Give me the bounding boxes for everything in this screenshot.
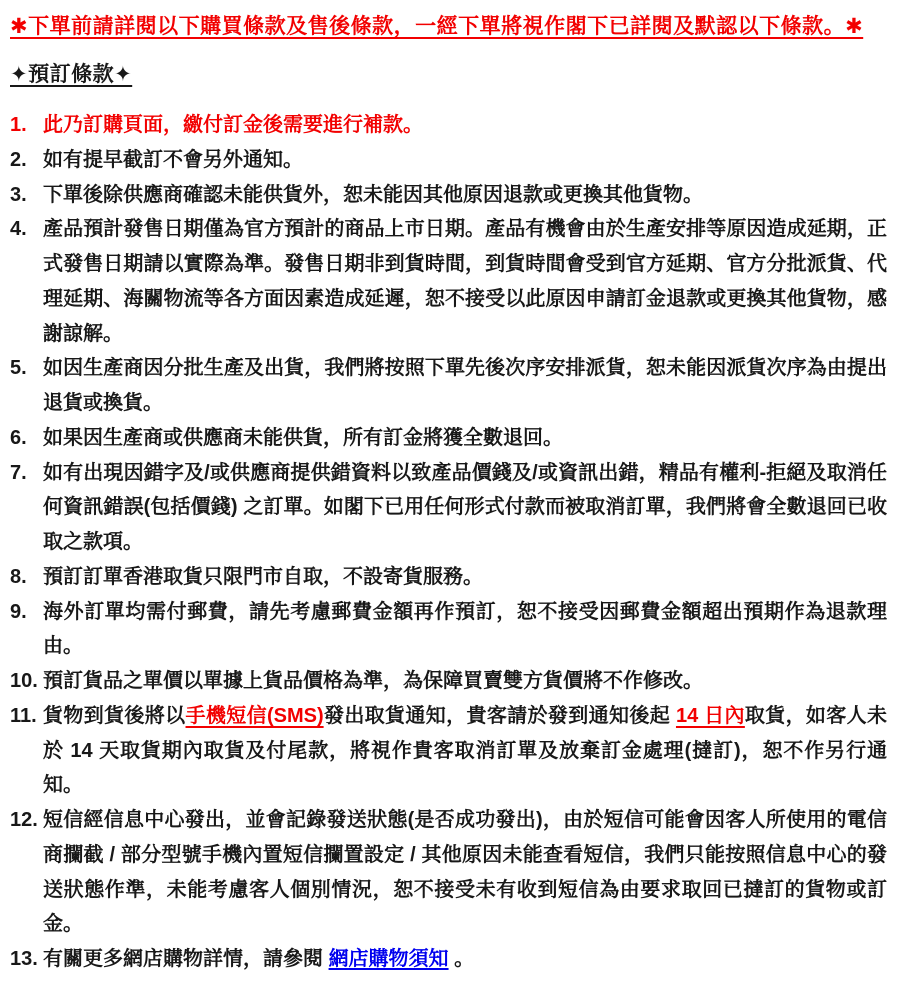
- term-text-segment: 海外訂單均需付郵費，請先考慮郵費金額再作預訂，恕不接受因郵費金額超出預期作為退款理由。: [43, 600, 887, 658]
- term-text-segment: 短信經信息中心發出，並會記錄發送狀態(是否成功發出)，由於短信可能會因客人所使用的電信商攔截 / 部分型號手機內置短信攔置設定 / 其他原因未能查看短信，我們只能按照信息中心的發送狀態作準，未能考慮客人個別情況，恕不接受未有收到短信為由要求取回已撻訂的貨物或訂金。: [43, 809, 887, 936]
- term-text-segment: 下單後除供應商確認未能供貨外，恕未能因其他原因退款或更換其他貨物。: [43, 183, 703, 206]
- term-number: 8.: [10, 565, 27, 588]
- term-text: [43, 705, 887, 797]
- terms-list: [10, 108, 887, 977]
- purchase-notice-header: ✱下單前請詳閱以下購買條款及售後條款，一經下單將視作閣下已詳閱及默認以下條款。✱: [10, 15, 864, 38]
- term-number: 1.: [10, 114, 27, 136]
- term-text-segment: 產品預計發售日期僅為官方預計的商品上市日期。產品有機會由於生產安排等原因造成延期，正式發售日期請以實際為準。發售日期非到貨時間，到貨時間會受到官方延期、官方分批派貨、代理延期、海關物流等各方面因素造成延遲，恕不接受以此原因申請訂金退款或更換其他貨物，感謝諒解。: [43, 218, 887, 345]
- term-text: [43, 948, 474, 970]
- term-number: 13.: [10, 948, 38, 970]
- term-item-13: [10, 942, 887, 977]
- term-item-8: [10, 560, 887, 595]
- term-number: 2.: [10, 148, 27, 171]
- term-text: [43, 809, 887, 935]
- term-number: 5.: [10, 357, 27, 380]
- term-number: 12.: [10, 809, 38, 831]
- term-number: 9.: [10, 600, 27, 623]
- term-item-2: [10, 143, 887, 178]
- term-text: [43, 462, 887, 554]
- term-text-segment: 此乃訂購頁面，繳付訂金後需要進行補款。: [43, 114, 423, 136]
- term-item-9: [10, 595, 887, 665]
- term-item-3: [10, 178, 887, 213]
- term-text: [43, 114, 423, 136]
- term-item-4: [10, 212, 887, 351]
- store-shopping-guide-link[interactable]: 網店購物須知: [328, 948, 449, 970]
- term-item-10: [10, 664, 887, 699]
- term-number: 6.: [10, 426, 27, 449]
- term-text-segment: 如因生產商因分批生產及出貨，我們將按照下單先後次序安排派貨，恕未能因派貨次序為由提出退貨或換貨。: [43, 357, 887, 414]
- term-text-segment: 發出取貨通知，貴客請於發到通知後起: [323, 704, 676, 727]
- term-text-segment: 預訂貨品之單價以單據上貨品價格為準，為保障買賣雙方貨價將不作修改。: [43, 670, 703, 692]
- section-title-preorder-terms: ✦預訂條款✦: [10, 63, 133, 86]
- term-number: 10.: [10, 670, 38, 692]
- term-text: [43, 427, 563, 449]
- term-text-segment: 有關更多網店購物詳情，請參閱: [43, 948, 329, 970]
- term-text-segment: 取貨，如客人未於 14 天取貨期內取貨及付尾款，將視作貴客取消訂單及放棄訂金處理(撻訂)，恕不作另行通知。: [43, 704, 888, 797]
- red-highlight-text: 14 日內: [675, 704, 745, 727]
- term-text-segment: 。: [448, 948, 475, 970]
- term-item-12: [10, 803, 887, 942]
- term-item-7: [10, 456, 887, 560]
- term-text: [43, 566, 483, 588]
- term-text: [43, 149, 303, 171]
- term-text-segment: 貨物到貨後將以: [43, 704, 186, 727]
- term-text-segment: 預訂訂單香港取貨只限門市自取，不設寄貨服務。: [43, 565, 483, 588]
- term-text: [43, 184, 703, 206]
- term-text: [43, 218, 887, 344]
- term-text: [43, 670, 703, 692]
- term-text-segment: 如果因生產商或供應商未能供貨，所有訂金將獲全數退回。: [43, 426, 563, 449]
- term-text: [43, 357, 887, 414]
- term-number: 3.: [10, 183, 27, 206]
- term-item-11: [10, 699, 887, 803]
- term-number: 7.: [10, 461, 27, 484]
- term-number: 4.: [10, 218, 27, 241]
- term-item-5: [10, 351, 887, 421]
- term-text-segment: 如有提早截訂不會另外通知。: [43, 148, 303, 171]
- term-text: [43, 601, 887, 658]
- term-text-segment: 如有出現因錯字及/或供應商提供錯資料以致產品價錢及/或資訊出錯，精品有權利-拒絕及取消任何資訊錯誤(包括價錢) 之訂單。如閣下已用任何形式付款而被取消訂單，我們將會全數退回已收取之款項。: [43, 461, 887, 553]
- red-highlight-text: 手機短信(SMS): [185, 704, 324, 727]
- term-number: 11.: [10, 704, 37, 727]
- term-item-6: [10, 421, 887, 456]
- term-item-1: [10, 108, 887, 143]
